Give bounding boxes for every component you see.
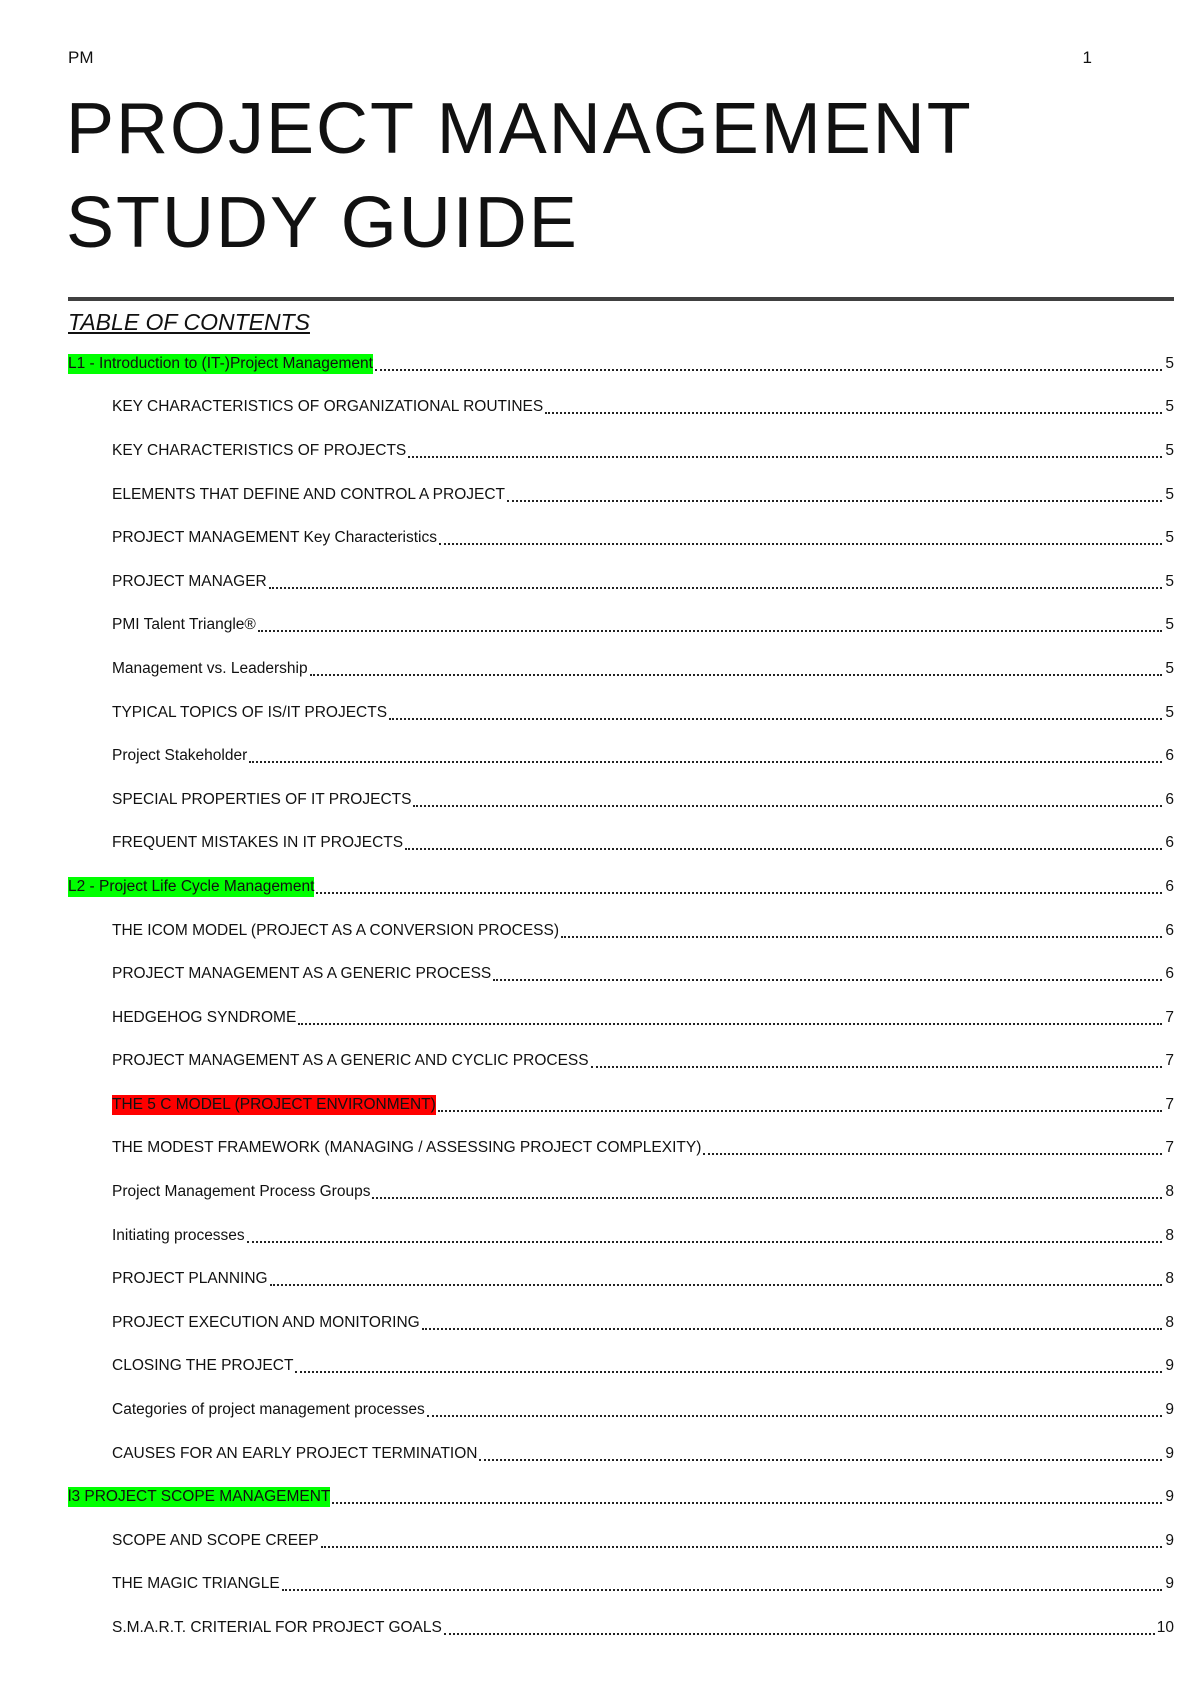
toc-dot-leader: [413, 805, 1162, 807]
toc-entry-label: PROJECT EXECUTION AND MONITORING: [112, 1313, 420, 1331]
toc-page-number: 5: [1165, 703, 1174, 721]
toc-dot-leader: [247, 1241, 1162, 1243]
toc-dot-leader: [408, 456, 1162, 458]
toc-page-number: 6: [1165, 747, 1174, 765]
toc-page-number: 7: [1165, 1095, 1174, 1113]
title-divider: [68, 297, 1174, 301]
toc-subsection-link[interactable]: [68, 473, 1174, 517]
toc-subsection-link[interactable]: [68, 386, 1174, 430]
toc-page-number: 6: [1165, 790, 1174, 808]
toc-dot-leader: [282, 1589, 1162, 1591]
toc-dot-leader: [269, 587, 1162, 589]
toc-page-number: 9: [1165, 1444, 1174, 1462]
toc-entry-label: PMI Talent Triangle®: [112, 616, 256, 634]
toc-entry-label: Categories of project management processes: [112, 1401, 425, 1419]
toc-dot-leader: [249, 761, 1162, 763]
toc-entry-label: PROJECT MANAGEMENT Key Characteristics: [112, 529, 437, 547]
toc-entry-label: l3 PROJECT SCOPE MANAGEMENT: [68, 1488, 331, 1506]
toc-page-number: 10: [1156, 1619, 1174, 1637]
toc-subsection-link[interactable]: [68, 1345, 1174, 1389]
toc-subsection-link[interactable]: [68, 604, 1174, 648]
toc-subsection-link[interactable]: [68, 647, 1174, 691]
toc-subsection-link[interactable]: [68, 952, 1174, 996]
toc-subsection-link[interactable]: [68, 1301, 1174, 1345]
toc-entry-label: Initiating processes: [112, 1226, 245, 1244]
toc-subsection-link[interactable]: [68, 909, 1174, 953]
toc-dot-leader: [591, 1066, 1162, 1068]
toc-entry-label: Management vs. Leadership: [112, 659, 308, 677]
toc-page-number: 5: [1165, 659, 1174, 677]
toc-entry-label: CLOSING THE PROJECT: [112, 1357, 294, 1375]
toc-entry-label: THE ICOM MODEL (PROJECT AS A CONVERSION PROCESS): [112, 921, 559, 939]
table-of-contents: [68, 342, 1174, 1650]
toc-page-number: 6: [1165, 877, 1174, 895]
toc-entry-label: Project Management Process Groups: [112, 1183, 371, 1201]
toc-dot-leader: [439, 543, 1162, 545]
toc-page-number: 7: [1165, 1052, 1174, 1070]
toc-entry-label: CAUSES FOR AN EARLY PROJECT TERMINATION: [112, 1444, 478, 1462]
toc-subsection-link[interactable]: [68, 1083, 1174, 1127]
toc-dot-leader: [258, 630, 1162, 632]
toc-subsection-link[interactable]: [68, 734, 1174, 778]
toc-dot-leader: [321, 1546, 1162, 1548]
toc-entry-label: PROJECT MANAGEMENT AS A GENERIC AND CYCLIC PROCESS: [112, 1052, 589, 1070]
toc-subsection-link[interactable]: [68, 1432, 1174, 1476]
toc-dot-leader: [332, 1502, 1162, 1504]
toc-page-number: 6: [1165, 834, 1174, 852]
toc-entry-label: TYPICAL TOPICS OF IS/IT PROJECTS: [112, 703, 388, 721]
toc-entry-label: KEY CHARACTERISTICS OF PROJECTS: [112, 441, 407, 459]
toc-entry-label: ELEMENTS THAT DEFINE AND CONTROL A PROJECT: [112, 485, 506, 503]
toc-page-number: 6: [1165, 965, 1174, 983]
toc-entry-label: S.M.A.R.T. CRITERIAL FOR PROJECT GOALS: [112, 1619, 442, 1637]
toc-page-number: 9: [1165, 1575, 1174, 1593]
toc-dot-leader: [405, 848, 1162, 850]
toc-page-number: 6: [1165, 921, 1174, 939]
toc-section-link[interactable]: [68, 342, 1174, 386]
toc-section-link[interactable]: [68, 1475, 1174, 1519]
toc-page-number: 8: [1165, 1270, 1174, 1288]
toc-subsection-link[interactable]: [68, 429, 1174, 473]
toc-subsection-link[interactable]: [68, 560, 1174, 604]
toc-entry-label: THE MAGIC TRIANGLE: [112, 1575, 280, 1593]
toc-subsection-link[interactable]: [68, 778, 1174, 822]
toc-page-number: 5: [1165, 398, 1174, 416]
toc-subsection-link[interactable]: [68, 1040, 1174, 1084]
toc-page-number: 9: [1165, 1401, 1174, 1419]
toc-heading: TABLE OF CONTENTS: [68, 309, 310, 335]
toc-page-number: 8: [1165, 1313, 1174, 1331]
toc-page-number: 8: [1165, 1183, 1174, 1201]
toc-page-number: 5: [1165, 485, 1174, 503]
toc-page-number: 7: [1165, 1008, 1174, 1026]
toc-entry-label: THE MODEST FRAMEWORK (MANAGING / ASSESSING PROJECT COMPLEXITY): [112, 1139, 702, 1157]
toc-entry-label: KEY CHARACTERISTICS OF ORGANIZATIONAL ROUTINES: [112, 398, 544, 416]
toc-dot-leader: [444, 1633, 1155, 1635]
toc-subsection-link[interactable]: [68, 822, 1174, 866]
toc-subsection-link[interactable]: [68, 1127, 1174, 1171]
toc-subsection-link[interactable]: [68, 516, 1174, 560]
toc-entry-label: PROJECT PLANNING: [112, 1270, 268, 1288]
toc-subsection-link[interactable]: [68, 1170, 1174, 1214]
toc-section-link[interactable]: [68, 865, 1174, 909]
toc-dot-leader: [372, 1197, 1162, 1199]
toc-dot-leader: [298, 1023, 1162, 1025]
toc-subsection-link[interactable]: [68, 1388, 1174, 1432]
toc-dot-leader: [310, 674, 1162, 676]
toc-entry-label: THE 5 C MODEL (PROJECT ENVIRONMENT): [112, 1095, 436, 1113]
toc-entry-label: FREQUENT MISTAKES IN IT PROJECTS: [112, 834, 404, 852]
page-header: [68, 48, 1092, 72]
toc-dot-leader: [507, 500, 1162, 502]
toc-entry-label: PROJECT MANAGER: [112, 572, 267, 590]
toc-dot-leader: [422, 1328, 1162, 1330]
toc-subsection-link[interactable]: [68, 1606, 1174, 1650]
toc-page-number: 5: [1165, 354, 1174, 372]
toc-dot-leader: [545, 412, 1162, 414]
toc-entry-label: L2 - Project Life Cycle Management: [68, 877, 315, 895]
toc-subsection-link[interactable]: [68, 996, 1174, 1040]
toc-page-number: 7: [1165, 1139, 1174, 1157]
toc-entry-label: SCOPE AND SCOPE CREEP: [112, 1531, 319, 1549]
toc-subsection-link[interactable]: [68, 1563, 1174, 1607]
toc-dot-leader: [389, 718, 1162, 720]
toc-entry-label: HEDGEHOG SYNDROME: [112, 1008, 297, 1026]
page-number: 1: [1082, 48, 1092, 67]
toc-dot-leader: [427, 1415, 1162, 1417]
toc-dot-leader: [438, 1110, 1162, 1112]
toc-page-number: 5: [1165, 616, 1174, 634]
toc-page-number: 9: [1165, 1531, 1174, 1549]
toc-page-number: 5: [1165, 529, 1174, 547]
toc-subsection-link[interactable]: [68, 1214, 1174, 1258]
toc-dot-leader: [316, 892, 1162, 894]
toc-dot-leader: [561, 936, 1162, 938]
toc-page-number: 9: [1165, 1357, 1174, 1375]
toc-entry-label: Project Stakeholder: [112, 747, 248, 765]
toc-page-number: 9: [1165, 1488, 1174, 1506]
toc-dot-leader: [375, 369, 1162, 371]
header-label: PM: [68, 48, 94, 67]
toc-subsection-link[interactable]: [68, 1257, 1174, 1301]
toc-entry-label: SPECIAL PROPERTIES OF IT PROJECTS: [112, 790, 412, 808]
toc-subsection-link[interactable]: [68, 691, 1174, 735]
document-title: PROJECT MANAGEMENT STUDY GUIDE: [66, 89, 972, 263]
toc-entry-label: L1 - Introduction to (IT-)Project Management: [68, 354, 373, 372]
toc-subsection-link[interactable]: [68, 1519, 1174, 1563]
toc-dot-leader: [493, 979, 1162, 981]
toc-page-number: 5: [1165, 441, 1174, 459]
toc-dot-leader: [703, 1153, 1162, 1155]
toc-dot-leader: [295, 1371, 1162, 1373]
toc-page-number: 8: [1165, 1226, 1174, 1244]
toc-page-number: 5: [1165, 572, 1174, 590]
toc-dot-leader: [270, 1284, 1162, 1286]
toc-dot-leader: [479, 1459, 1162, 1461]
toc-entry-label: PROJECT MANAGEMENT AS A GENERIC PROCESS: [112, 965, 492, 983]
